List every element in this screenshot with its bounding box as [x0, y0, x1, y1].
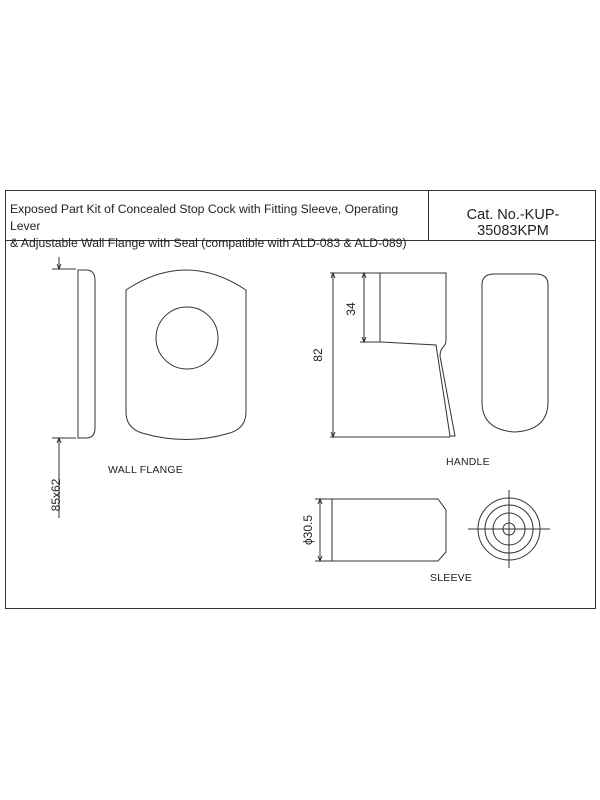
sleeve-end-view: [468, 490, 550, 568]
handle-upper-dimension: 34: [344, 302, 358, 316]
handle-height-dimension: 82: [311, 348, 325, 362]
wall-flange-front-view: [126, 270, 246, 440]
handle-label: HANDLE: [446, 456, 490, 468]
sleeve-diameter-dimension: ϕ30.5: [301, 514, 315, 546]
handle-side-view: [380, 273, 455, 436]
wall-flange-label: WALL FLANGE: [108, 464, 183, 476]
handle-front-view: [482, 274, 548, 432]
wall-flange-side-view: [78, 270, 95, 438]
title-description: [10, 201, 425, 252]
wall-flange-dimension: 85x62: [49, 478, 63, 512]
sleeve-label: SLEEVE: [430, 572, 473, 584]
sleeve-side-view: [332, 499, 446, 561]
title-description-line1: Exposed Part Kit of Concealed Stop Cock with Fitting Sleeve, Operating Lever: [10, 202, 399, 233]
sleeve-dimension-line: [315, 499, 332, 561]
title-description-line2: & Adjustable Wall Flange with Seal (compatible with ALD-083 & ALD-089): [10, 236, 407, 250]
catalog-number: Cat. No.-KUP-35083KPM: [466, 207, 560, 239]
